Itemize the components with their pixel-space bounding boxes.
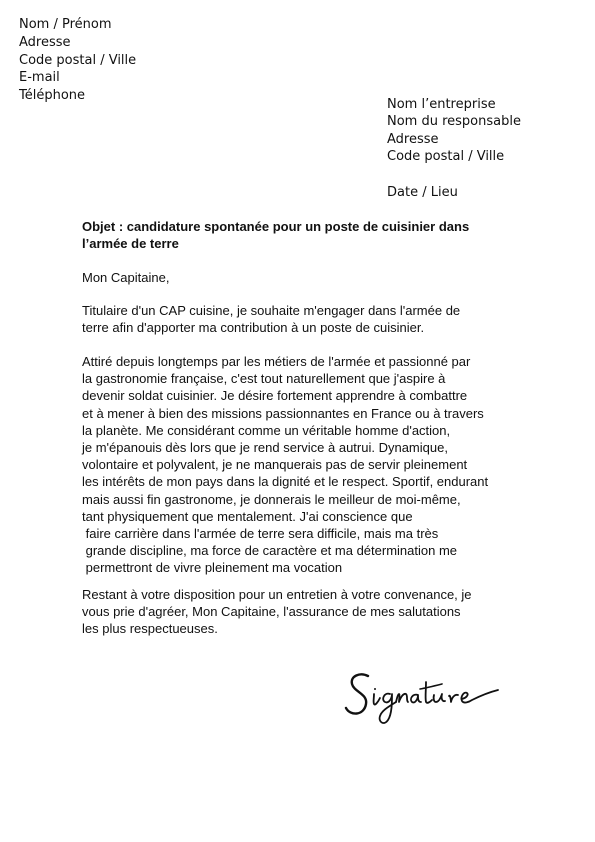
sender-name: Nom / Prénom xyxy=(19,17,112,32)
subject-line: l’armée de terre xyxy=(82,236,179,252)
date-place: Date / Lieu xyxy=(387,185,458,200)
paragraph-line: la gastronomie française, c'est tout naturellement que j'aspire à xyxy=(82,371,446,387)
recipient-address: Adresse xyxy=(387,131,439,147)
paragraph-line: et à mener à bien des missions passionnantes en France ou à travers xyxy=(82,405,484,421)
paragraph-line: permettront de vivre pleinement ma vocation xyxy=(82,560,343,576)
paragraph-line: tant physiquement que mentalement. J'ai conscience que xyxy=(82,508,413,524)
paragraph-line: Titulaire d'un CAP cuisine, je souhaite m'engager dans l'armée de xyxy=(82,303,461,318)
letter-subject xyxy=(82,218,469,252)
paragraph-line: faire carrière dans l'armée de terre sera difficile, mais ma très xyxy=(82,526,439,542)
paragraph-line: volontaire et polyvalent, je ne manquerais pas de servir pleinement xyxy=(82,457,468,473)
salutation: Mon Capitaine, xyxy=(82,270,170,285)
paragraph-line: terre afin d'apporter ma contribution à un poste de cuisinier. xyxy=(82,320,425,336)
paragraph-line: devenir soldat cuisinier. Je désire fortement apprendre à combattre xyxy=(82,388,468,404)
paragraph-motivation xyxy=(82,353,488,577)
paragraph-line: je m'épanouis dès lors que je rend service à autrui. Dynamique, xyxy=(82,440,448,456)
paragraph-intro xyxy=(82,302,460,336)
paragraph-line: Restant à votre disposition pour un entretien à votre convenance, je xyxy=(82,587,472,602)
paragraph-line: les intérêts de mon pays dans la dignité et le respect. Sportif, endurant xyxy=(82,474,489,490)
subject-line: Objet : candidature spontanée pour un poste de cuisinier dans xyxy=(82,219,470,234)
paragraph-closing xyxy=(82,586,472,638)
paragraph-line: les plus respectueuses. xyxy=(82,621,218,637)
sender-block xyxy=(19,16,136,105)
handwritten-signature xyxy=(338,664,508,734)
recipient-company: Nom l’entreprise xyxy=(387,97,496,112)
sender-address: Adresse xyxy=(19,34,71,50)
sender-phone: Téléphone xyxy=(19,88,86,104)
recipient-postal-city: Code postal / Ville xyxy=(387,149,505,165)
signature-drawing xyxy=(338,664,508,734)
paragraph-line: vous prie d'agréer, Mon Capitaine, l'assurance de mes salutations xyxy=(82,604,461,620)
paragraph-line: Attiré depuis longtemps par les métiers de l'armée et passionné par xyxy=(82,354,471,369)
paragraph-line: mais aussi fin gastronome, je donnerais le meilleur de moi-même, xyxy=(82,491,461,507)
recipient-manager: Nom du responsable xyxy=(387,114,521,130)
paragraph-line: grande discipline, ma force de caractère et ma détermination me xyxy=(82,543,458,559)
recipient-block xyxy=(387,96,521,166)
sender-email: E-mail xyxy=(19,70,60,86)
sender-postal-city: Code postal / Ville xyxy=(19,52,137,68)
paragraph-line: la planète. Me considérant comme un véritable homme d'action, xyxy=(82,422,451,438)
